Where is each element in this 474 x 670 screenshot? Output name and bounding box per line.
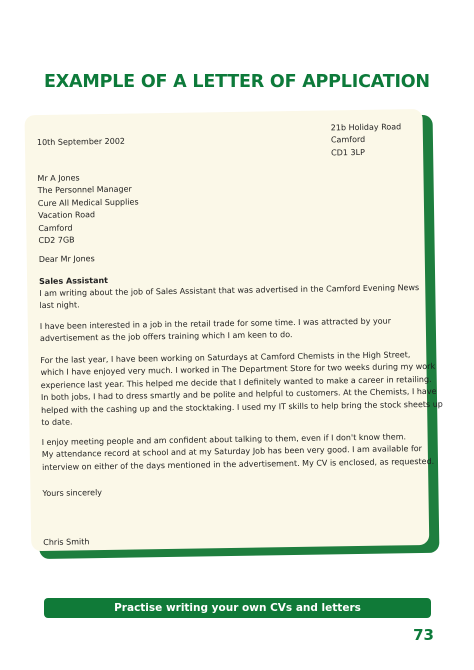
page-title: EXAMPLE OF A LETTER OF APPLICATION [44, 72, 430, 92]
recipient-line: Vacation Road [38, 210, 96, 221]
paragraph-line: to date. [41, 417, 73, 428]
recipient-line: Mr A Jones [37, 173, 80, 184]
page-number: 73 [413, 626, 434, 644]
letter-date: 10th September 2002 [36, 136, 126, 148]
recipient-line: Camford [38, 223, 73, 233]
paragraph-line: My attendance record at school and at my Saturday Job has been very good. I am available for [41, 444, 422, 460]
paragraph-line: I am writing about the job of Sales Assistant that was advertised in the Camford Evening News [39, 283, 420, 299]
closing: Yours sincerely [42, 488, 103, 498]
paragraph-line: which I have enjoyed very much. I worked in The Department Store for two weeks during my work [40, 362, 436, 378]
paragraph-3 [40, 349, 443, 430]
sender-address-line: Camford [330, 135, 366, 145]
paragraph-line: helped with the cashing up and the stocktaking. I used my IT skills to help bring the stock sheets up [41, 399, 443, 415]
letter [25, 109, 443, 563]
recipient-address [37, 171, 139, 247]
paragraph-4 [42, 431, 435, 474]
paragraph-1 [39, 282, 419, 313]
paragraph-2 [40, 316, 392, 346]
paragraph-line: For the last year, I have been working on Saturdays at Camford Chemists in the High Street, [40, 350, 411, 366]
paragraph-line: interview on either of the days mentioned in the advertisement. My CV is enclosed, as requested. [41, 456, 435, 472]
letter-card [25, 109, 443, 551]
recipient-line: CD2 7GB [38, 235, 75, 246]
subject-line: Sales Assistant [39, 275, 109, 287]
paragraph-line: experience last year. This helped me decide that I definitely wanted to make a career in retailing. [40, 374, 432, 390]
paragraph-line: I enjoy meeting people and am confident about talking to them, even if I don't know them. [41, 432, 407, 448]
paragraph-line: advertisement as the job offers training which I am keen to do. [39, 330, 293, 344]
footer-banner: Practise writing your own CVs and letters [44, 598, 431, 618]
paragraph-line: In both jobs, I had to dress smartly and be polite and helpful to customers. At the Chemists, I have [40, 387, 437, 403]
paragraph-line: last night. [39, 300, 80, 311]
sender-address-line: CD1 3LP [331, 147, 365, 158]
recipient-line: The Personnel Manager [37, 184, 132, 196]
salutation: Dear Mr Jones [38, 254, 95, 265]
recipient-line: Cure All Medical Supplies [37, 197, 139, 208]
sender-address [331, 121, 402, 159]
signature-name: Chris Smith [43, 537, 90, 547]
sender-address-line: 21b Holiday Road [330, 122, 402, 133]
paragraph-line: I have been interested in a job in the retail trade for some time. I was attracted by your [39, 316, 392, 332]
